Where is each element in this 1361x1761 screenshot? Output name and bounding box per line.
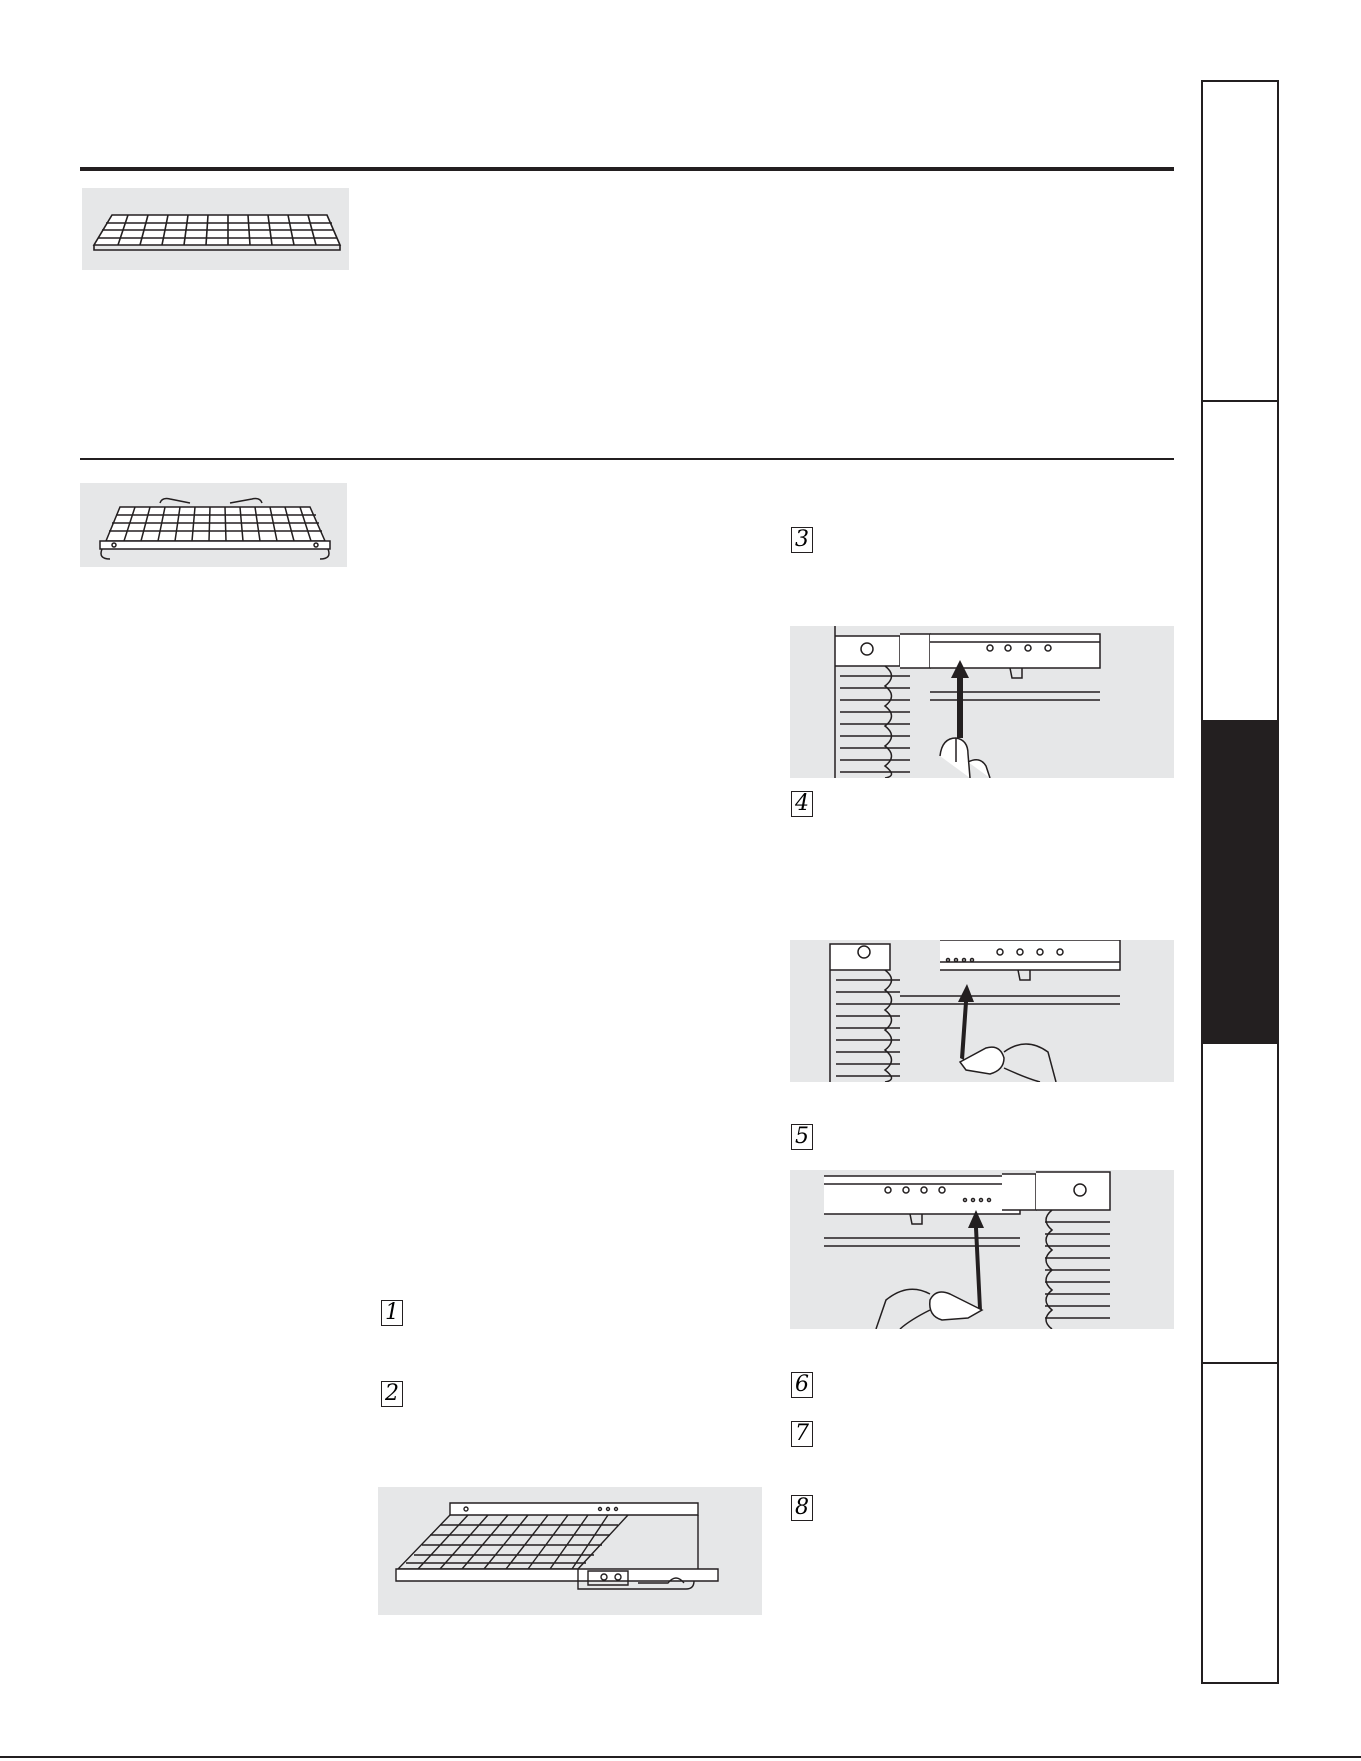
step-number-5: 5	[791, 1124, 813, 1150]
flat-rack-drawing	[82, 188, 349, 270]
figure-step-3	[790, 626, 1174, 778]
side-tab-3-active[interactable]	[1201, 720, 1279, 1044]
side-tab-2[interactable]	[1201, 400, 1279, 722]
figure-step-3-drawing	[790, 626, 1174, 778]
figure-step-5	[790, 1170, 1174, 1329]
extension-rack-illustration	[80, 483, 347, 567]
step-number-7: 7	[791, 1421, 813, 1447]
step-number-3: 3	[791, 527, 813, 553]
bottom-edge-rule	[0, 1756, 1361, 1758]
figure-step-2-drawing	[378, 1487, 762, 1615]
step-number-4: 4	[791, 791, 813, 817]
side-tab-5[interactable]	[1201, 1362, 1279, 1684]
step-number-1: 1	[381, 1300, 403, 1326]
top-rule	[80, 167, 1174, 171]
figure-step-2	[378, 1487, 762, 1615]
extension-rack-drawing	[80, 483, 347, 567]
step-number-2: 2	[381, 1381, 403, 1407]
figure-step-5-drawing	[790, 1170, 1174, 1329]
step-number-8: 8	[791, 1495, 813, 1521]
side-tab-4[interactable]	[1201, 1044, 1279, 1364]
flat-rack-illustration	[82, 188, 349, 270]
figure-step-4	[790, 940, 1174, 1082]
side-tab-1[interactable]	[1201, 80, 1279, 402]
section-divider	[80, 458, 1174, 460]
figure-step-4-drawing	[790, 940, 1174, 1082]
step-number-6: 6	[791, 1372, 813, 1398]
